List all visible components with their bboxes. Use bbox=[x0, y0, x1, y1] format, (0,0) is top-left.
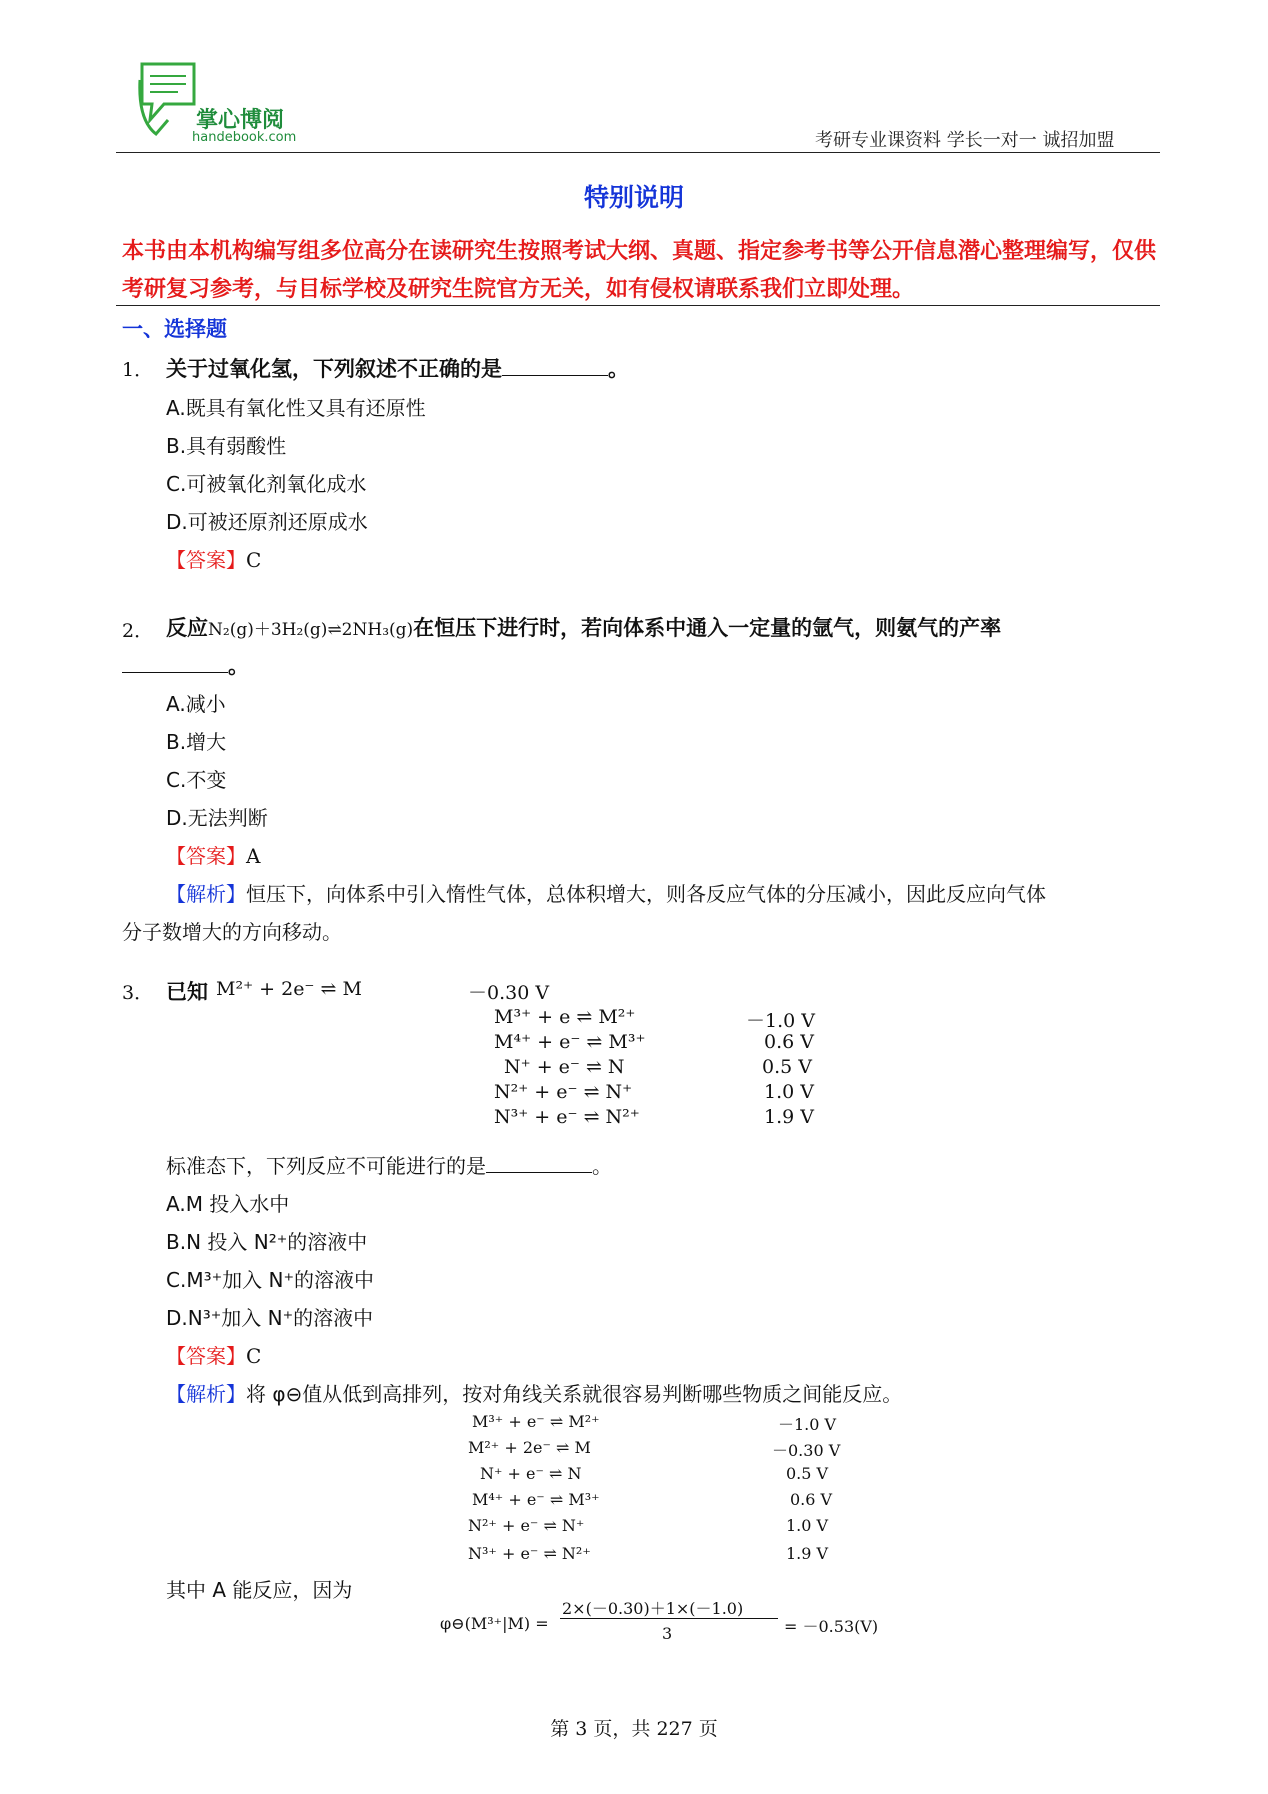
q2-answer-label: 【答案】 bbox=[166, 844, 246, 868]
q3-analysis bbox=[166, 1378, 902, 1407]
q3-table1-v-4: 1.0 V bbox=[764, 1081, 814, 1103]
q2-option-c: C.不变 bbox=[166, 768, 227, 792]
q3-table1-eq-5: N³⁺ + e⁻ ⇌ N²⁺ bbox=[494, 1106, 640, 1128]
q3-table1-eq-2: M⁴⁺ + e⁻ ⇌ M³⁺ bbox=[494, 1031, 646, 1053]
q3-table2-eq-4: N²⁺ + e⁻ ⇌ N⁺ bbox=[468, 1516, 585, 1535]
header-tagline: 考研专业课资料 学长一对一 诚招加盟 bbox=[815, 130, 1115, 151]
section-heading: 一、选择题 bbox=[122, 317, 227, 341]
q3-option-a: A.M 投入水中 bbox=[166, 1192, 290, 1216]
q2-stem bbox=[166, 612, 1001, 642]
q1-option-d: D.可被还原剂还原成水 bbox=[166, 510, 368, 534]
q2-equation: N₂(g)＋3H₂(g)⇌2NH₃(g) bbox=[208, 620, 414, 640]
q3-table1-eq-4: N²⁺ + e⁻ ⇌ N⁺ bbox=[494, 1081, 633, 1103]
q3-option-d: D.N³⁺加入 N⁺的溶液中 bbox=[166, 1306, 374, 1330]
page-footer: 第 3 页，共 227 页 bbox=[550, 1718, 718, 1740]
logo-url: handebook.com bbox=[192, 130, 297, 145]
notice-text: 本书由本机构编写组多位高分在读研究生按照考试大纲、真题、指定参考书等公开信息潜心整理编写，仅供考研复习参考，与目标学校及研究生院官方无关，如有侵权请联系我们立即处理。 bbox=[122, 239, 1157, 302]
q3-table2-v-5: 1.9 V bbox=[786, 1544, 829, 1563]
q1-option-a: A.既具有氧化性又具有还原性 bbox=[166, 396, 426, 420]
q1-option-c: C.可被氧化剂氧化成水 bbox=[166, 472, 367, 496]
q3-table1-v-0: －0.30 V bbox=[468, 982, 550, 1004]
q3-end: 。 bbox=[592, 1154, 612, 1178]
header-divider bbox=[116, 152, 1160, 153]
q1-answer-value: C bbox=[246, 548, 262, 572]
q3-table2-eq-3: M⁴⁺ + e⁻ ⇌ M³⁺ bbox=[472, 1490, 600, 1509]
q3-table1-v-2: 0.6 V bbox=[764, 1031, 814, 1053]
q3-table2-eq-1: M²⁺ + 2e⁻ ⇌ M bbox=[468, 1438, 591, 1457]
q3-analysis-label: 【解析】 bbox=[166, 1382, 246, 1406]
q2-option-a: A.减小 bbox=[166, 692, 226, 716]
q3-table1-v-5: 1.9 V bbox=[764, 1106, 814, 1128]
q2-answer bbox=[166, 840, 260, 869]
q2-analysis-line1: 恒压下，向体系中引入惰性气体，总体积增大，则各反应气体的分压减小，因此反应向气体 bbox=[246, 882, 1046, 906]
q1-text: 关于过氧化氢，下列叙述不正确的是 bbox=[166, 357, 502, 381]
q3-number: 3． bbox=[122, 982, 154, 1004]
q3-blank bbox=[486, 1154, 592, 1173]
section-divider bbox=[116, 305, 1160, 306]
q3-table1-v-3: 0.5 V bbox=[762, 1056, 812, 1078]
q1-answer bbox=[166, 544, 261, 573]
q3-table1-eq-1: M³⁺ + e ⇌ M²⁺ bbox=[494, 1006, 636, 1028]
q3-analysis-text: 将 φ⊖值从低到高排列，按对角线关系就很容易判断哪些物质之间能反应。 bbox=[246, 1382, 903, 1406]
q3-stem bbox=[166, 1150, 612, 1179]
q3-table2-eq-5: N³⁺ + e⁻ ⇌ N²⁺ bbox=[468, 1544, 591, 1563]
q2-number: 2． bbox=[122, 620, 154, 642]
q2-stem-line2 bbox=[122, 650, 249, 680]
q2-option-d: D.无法判断 bbox=[166, 806, 268, 830]
q3-table1-eq-3: N⁺ + e⁻ ⇌ N bbox=[504, 1056, 625, 1078]
q2-analysis-line2: 分子数增大的方向移动。 bbox=[122, 920, 342, 944]
q1-option-b: B.具有弱酸性 bbox=[166, 434, 287, 458]
q2-answer-value: A bbox=[246, 844, 261, 868]
q3-stem-text: 标准态下，下列反应不可能进行的是 bbox=[166, 1154, 486, 1178]
q1-blank bbox=[502, 357, 608, 376]
q3-table2-v-2: 0.5 V bbox=[786, 1464, 829, 1483]
q1-number: 1． bbox=[122, 359, 154, 381]
q2-analysis-label: 【解析】 bbox=[166, 882, 246, 906]
q3-table2-v-0: －1.0 V bbox=[778, 1415, 837, 1434]
q2-blank bbox=[122, 654, 228, 673]
q1-answer-label: 【答案】 bbox=[166, 548, 246, 572]
q3-answer-value: C bbox=[246, 1344, 262, 1368]
page-title: 特别说明 bbox=[583, 183, 684, 212]
q3-answer-label: 【答案】 bbox=[166, 1344, 246, 1368]
q3-conclusion: 其中 A 能反应，因为 bbox=[166, 1578, 353, 1602]
formula-numerator: 2×(－0.30)＋1×(－1.0) bbox=[562, 1599, 744, 1618]
logo-name: 掌心博阅 bbox=[196, 108, 285, 133]
q2-analysis bbox=[166, 878, 1046, 907]
q3-option-c: C.M³⁺加入 N⁺的溶液中 bbox=[166, 1268, 375, 1292]
q3-option-b: B.N 投入 N²⁺的溶液中 bbox=[166, 1230, 368, 1254]
formula-lhs: φ⊖(M³⁺|M) = bbox=[440, 1614, 549, 1633]
formula-rhs: = －0.53(V) bbox=[784, 1617, 879, 1636]
q3-table2-v-4: 1.0 V bbox=[786, 1516, 829, 1535]
q1-end: 。 bbox=[608, 357, 629, 381]
q3-table2-eq-0: M³⁺ + e⁻ ⇌ M²⁺ bbox=[472, 1412, 600, 1431]
q3-table1-v-1: －1.0 V bbox=[746, 1010, 815, 1032]
q3-table2-v-1: －0.30 V bbox=[772, 1441, 841, 1460]
q2-end: 。 bbox=[228, 654, 249, 678]
q2-text: 在恒压下进行时，若向体系中通入一定量的氩气，则氨气的产率 bbox=[413, 616, 1002, 640]
q3-answer bbox=[166, 1340, 261, 1369]
q2-lead: 反应 bbox=[166, 616, 208, 640]
formula-fraction-bar bbox=[560, 1618, 778, 1619]
q3-lead: 已知 bbox=[166, 980, 208, 1004]
q2-option-b: B.增大 bbox=[166, 730, 227, 754]
q3-table2-v-3: 0.6 V bbox=[790, 1490, 833, 1509]
q3-table2-eq-2: N⁺ + e⁻ ⇌ N bbox=[480, 1464, 582, 1483]
formula-denominator: 3 bbox=[662, 1624, 673, 1643]
q1-stem bbox=[166, 353, 629, 383]
q3-table1-eq-0: M²⁺ + 2e⁻ ⇌ M bbox=[216, 978, 362, 1000]
